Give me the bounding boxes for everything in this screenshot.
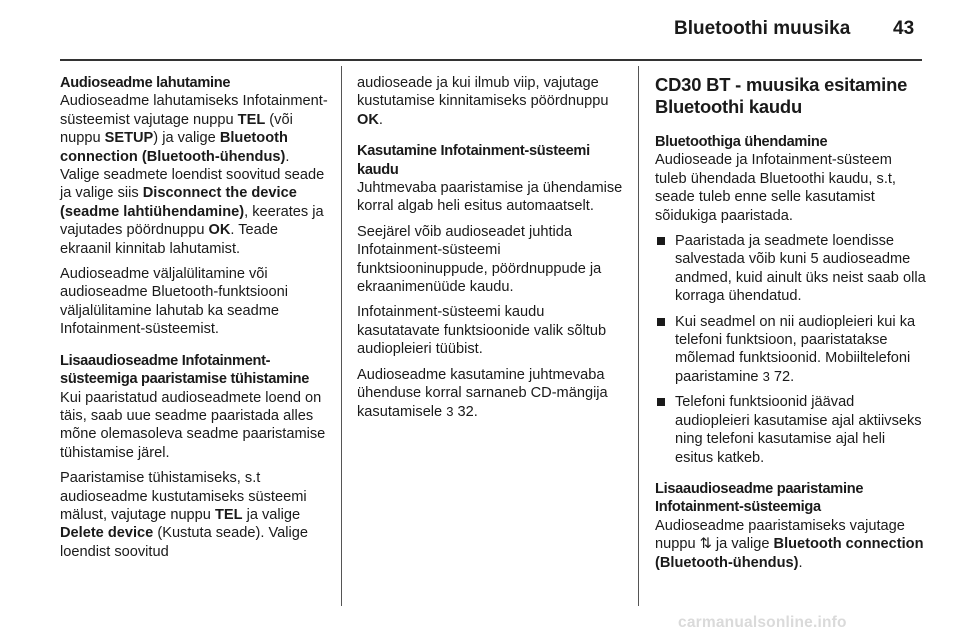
heading-unpair: Lisaaudioseadme Infotainment-süsteemiga paaristamise tühistamine bbox=[60, 352, 310, 388]
paragraph-confirm-delete: audioseade ja kui ilmub viip, vajutage kustutamise kinnitamiseks pöördnuppu OK. bbox=[357, 75, 609, 128]
heading-disconnect: Audioseadme lahutamine bbox=[60, 75, 231, 91]
paragraph-auto-play: Juhtmevaba paaristamise ja ühendamise korral algab heli esitus automaatselt. bbox=[357, 180, 623, 215]
list-item: Kui seadmel on nii audiopleieri kui ka telefoni funktsioon, paaristatakse mõlemad funktsioonid. Mobiiltelefoni paaristamine 3 72. bbox=[655, 313, 927, 387]
watermark-logo: carmanualsonline.info bbox=[678, 614, 847, 631]
phone-button-icon: ⇅ bbox=[699, 536, 712, 553]
paragraph-functions: Infotainment-süsteemi kaudu kasutatavate funktsioonide valik sõltub audiopleieri tüübist. bbox=[357, 304, 607, 358]
column-1 bbox=[60, 74, 328, 568]
paragraph-list-full: Kui paaristatud audioseadmete loend on täis, saab uue seadme paaristada alles mõne olemasoleva seadme paaristamise tühistamise järel. bbox=[60, 389, 326, 461]
page-ref-arrow-icon: 3 bbox=[446, 403, 454, 419]
paragraph-controls: Seejärel võib audioseadet juhtida Infotainment-süsteemi funktsiooninuppude, pöördnuppude ja ekraanimenüüde kaudu. bbox=[357, 223, 602, 296]
page-header-title: Bluetoothi muusika bbox=[674, 18, 851, 39]
column-2 bbox=[357, 74, 625, 428]
page-ref-arrow-icon: 3 bbox=[762, 368, 770, 384]
section-title: CD30 BT - muusika esitamine Bluetoothi kaudu bbox=[655, 74, 908, 117]
column-divider-1 bbox=[341, 66, 342, 606]
column-divider-2 bbox=[638, 66, 639, 606]
paragraph-switch-off: Audioseadme väljalülitamine või audioseadme Bluetooth-funktsiooni väljalülitamine lahutab ka seadme Infotainment-süsteemist. bbox=[60, 266, 288, 338]
list-item: Telefoni funktsioonid jäävad audiopleieri kasutamise ajal aktiivseks ning telefoni kasutamise ajal heli esitus katkeb. bbox=[655, 393, 927, 467]
heading-pair: Lisaaudioseadme paaristamine Infotainment-süsteemiga bbox=[655, 480, 864, 516]
page-number: 43 bbox=[893, 18, 915, 39]
header-divider bbox=[60, 59, 922, 61]
list-item: Paaristada ja seadmete loendisse salvestada võib kuni 5 audioseadme andmed, kuid ainult üks neist saab olla korraga ühendatud. bbox=[655, 232, 927, 306]
column-3 bbox=[655, 74, 927, 579]
heading-connect: Bluetoothiga ühendamine bbox=[655, 134, 828, 150]
heading-operation: Kasutamine Infotainment-süsteemi kaudu bbox=[357, 143, 590, 178]
paragraph-connect: Audioseade ja Infotainment-süsteem tuleb ühendada Bluetoothi kaudu, s.t, seade tuleb enne selle kasutamist sõidukiga paaristada. bbox=[655, 152, 896, 224]
bullet-list bbox=[655, 232, 927, 467]
paragraph-disconnect-steps: Audioseadme lahutamiseks Infotainment-süsteemist vajutage nuppu TEL (või nuppu SETUP) ja valige Bluetooth connection (Bluetooth-ühendus). Valige seadmete loendist soovitud seade ja valige siis Disconnect the device (seadme lahtiühendamine), keerates ja vajutades pöördnuppu OK. Teade ekraanil kinnitab lahutamist. bbox=[60, 93, 328, 257]
paragraph-cd-similar: Audioseadme kasutamine juhtmevaba ühenduse korral sarnaneb CD-mängija kasutamisele 3 32. bbox=[357, 366, 608, 420]
paragraph-pair-steps: Audioseadme paaristamiseks vajutage nuppu ⇅ ja valige Bluetooth connection (Bluetooth-ühendus). bbox=[655, 517, 924, 571]
paragraph-unpair-steps: Paaristamise tühistamiseks, s.t audioseadme kustutamiseks süsteemi mälust, vajutage nuppu TEL ja valige Delete device (Kustuta seade). Valige loendist soovitud bbox=[60, 470, 308, 560]
